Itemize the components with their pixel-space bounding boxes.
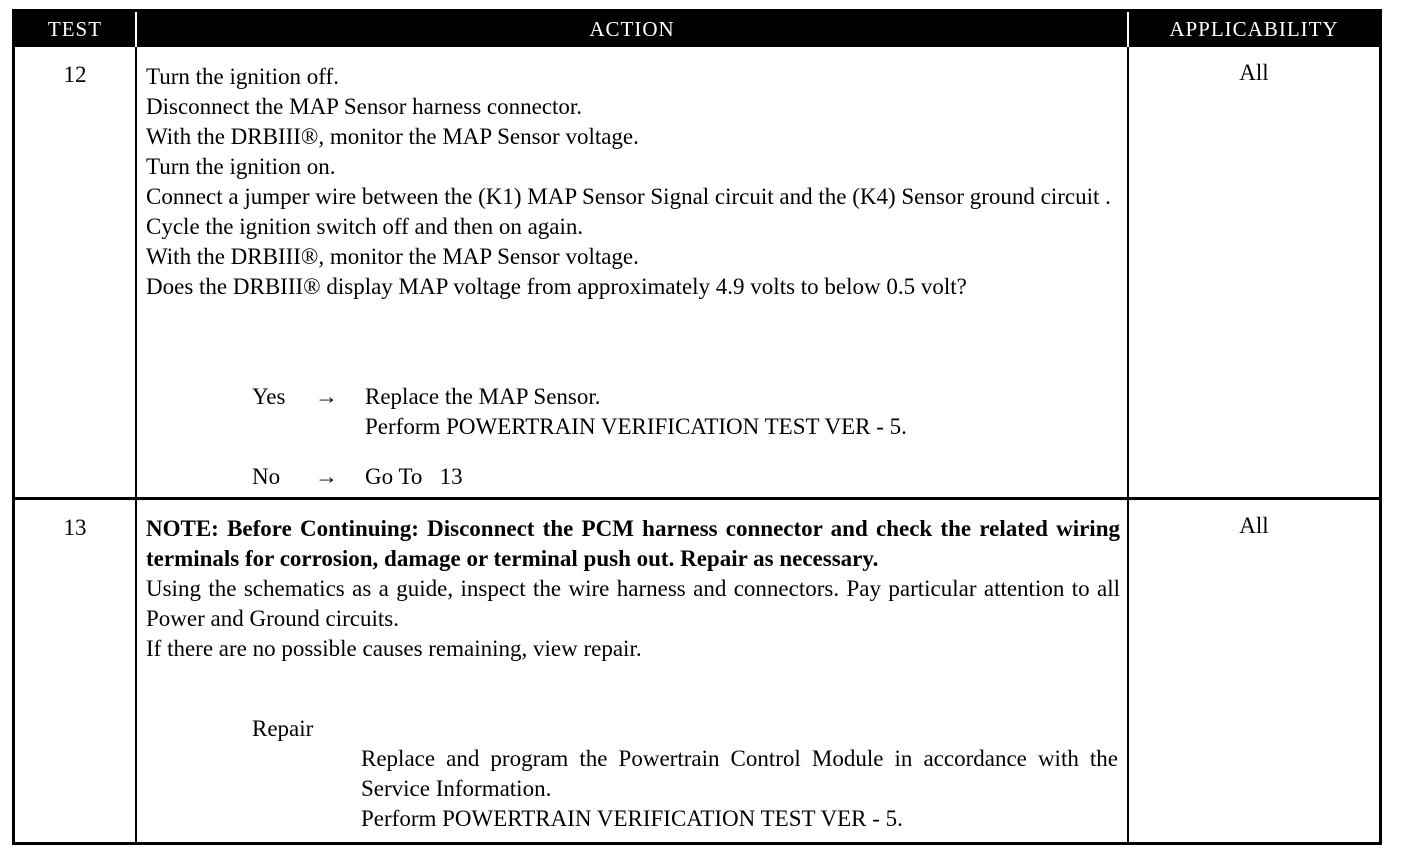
test-number-13: 13 [63,515,87,540]
repair-line: Replace and program the Powertrain Control Module in accordance with the Service Information. [361,746,1118,801]
yes-action-line: Perform POWERTRAIN VERIFICATION TEST VER - 5. [365,414,907,439]
action-line: Using the schematics as a guide, inspect the wire harness and connectors. Pay particular attention to all Power and Ground circuits. [146,576,1120,631]
no-label: No [252,464,281,489]
applicability-13: All [1239,513,1269,538]
action-line: Turn the ignition on. [146,154,336,179]
column-divider [1127,47,1129,842]
action-line: Connect a jumper wire between the (K1) MAP Sensor Signal circuit and the (K4) Sensor ground circuit . [146,184,1111,209]
diagnostic-table [12,9,1382,845]
action-line: With the DRBIII®, monitor the MAP Sensor voltage. [146,124,639,149]
arrow-right-icon: → [315,384,338,409]
no-action-line: Go To 13 [365,464,463,489]
action-line: With the DRBIII®, monitor the MAP Sensor voltage. [146,244,639,269]
repair-line: Perform POWERTRAIN VERIFICATION TEST VER - 5. [361,806,903,831]
action-text-12 [146,62,1120,302]
note-text: NOTE: Before Continuing: Disconnect the PCM harness connector and check the related wiring terminals for corrosion, damage or terminal push out. Repair as necessary. [146,516,1120,571]
action-line: Cycle the ignition switch off and then on again. [146,214,584,239]
action-text-13 [146,514,1120,664]
yes-action-line: Replace the MAP Sensor. [365,384,601,409]
row-divider [15,497,1379,500]
repair-text [361,744,1118,834]
action-line: Does the DRBIII® display MAP voltage from approximately 4.9 volts to below 0.5 volt? [146,274,967,299]
column-divider [135,47,137,842]
yes-label: Yes [252,384,286,409]
applicability-12: All [1239,60,1269,85]
action-line: If there are no possible causes remaining, view repair. [146,636,642,661]
arrow-right-icon: → [315,464,338,489]
action-line: Disconnect the MAP Sensor harness connector. [146,94,583,119]
action-line: Turn the ignition off. [146,64,339,89]
test-number-12: 12 [63,62,87,87]
header-test: TEST [15,12,135,47]
header-applicability: APPLICABILITY [1129,12,1379,47]
repair-label: Repair [252,716,314,741]
header-action: ACTION [137,12,1127,47]
